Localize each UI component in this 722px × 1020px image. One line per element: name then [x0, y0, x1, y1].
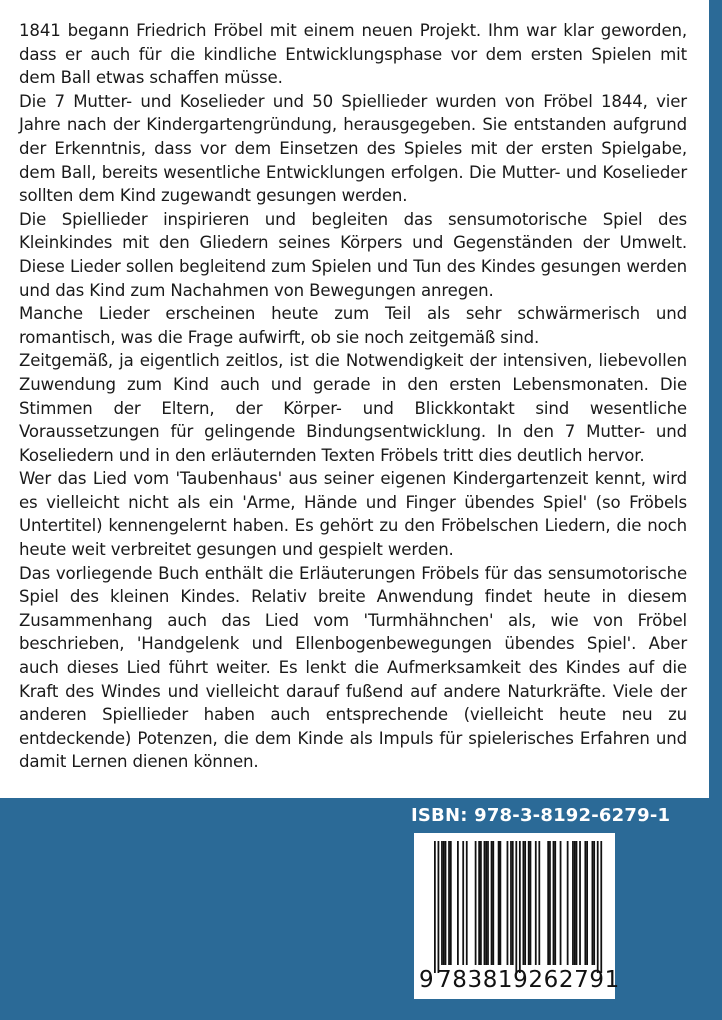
barcode-guard-bar [519, 841, 521, 973]
barcode-bar [448, 841, 450, 965]
barcode-bar [484, 841, 486, 965]
barcode-bar [554, 841, 556, 965]
barcode-bar [586, 841, 588, 965]
barcode-bar [499, 841, 501, 965]
paragraph-7: Das vorliegende Buch enthält die Erläuterungen Fröbels für das sensumotorische Spiel des kleinen Kindes. Relativ breite Anwendung findet heute in diesem Zusammenhang auch das Lied vom 'Turmhähnchen' als, wie von Fröbel beschrieben, 'Handgelenk und Ellenbogenbewegungen übendes Spiel'. Aber auch dieses Lied führt weiter. Es lenkt die Aufmerksamkeit des Kindes auf die Kraft des Windes und vielleicht darauf fußend auf andere Naturkräfte. Viele der anderen Spiellieder haben auch entsprechende (vielleicht heute neu zu entdeckende) Potenzen, die dem Kinde als Impuls für spielerisches Erfahren und damit Lernen dienen können. [19, 563, 687, 772]
barcode-bar [560, 841, 562, 965]
barcode-bar [491, 841, 493, 965]
barcode-bar [547, 841, 549, 965]
barcode-bar [478, 841, 480, 965]
barcode-bar [576, 841, 578, 965]
barcode-bar [579, 841, 581, 965]
barcode-bar [592, 841, 594, 965]
barcode [414, 833, 620, 999]
barcode-guard-bar [434, 841, 436, 973]
barcode-bar [443, 841, 445, 965]
isbn-label: ISBN: 978-3-8192-6279-1 [411, 805, 671, 826]
barcode-bar [574, 841, 576, 965]
paragraph-1: 1841 begann Friedrich Fröbel mit einem neuen Projekt. Ihm war klar geworden, dass er auch für die kindliche Entwicklungsphase vor dem ersten Spielen mit dem Ball etwas schaffen müsse. [19, 21, 687, 88]
barcode-bar [538, 841, 540, 965]
barcode-bar [507, 841, 509, 965]
barcode-bar [441, 841, 443, 965]
paragraph-4: Manche Lieder erscheinen heute zum Teil als sehr schwärmerisch und romantisch, was die Frage aufwirft, ob sie noch zeitgemäß sind. [19, 304, 687, 347]
barcode-bar [485, 841, 487, 965]
barcode-bar [530, 841, 532, 965]
barcode-bar [450, 841, 452, 965]
barcode-bar [462, 841, 464, 965]
barcode-bar [512, 841, 514, 965]
barcode-bar [445, 841, 447, 965]
paragraph-3: Die Spiellieder inspirieren und begleiten das sensumotorische Spiel des Kleinkindes mit den Gliedern seines Körpers und Gegenständen der Umwelt. Diese Lieder sollen begleitend zum Spielen und Tun des Kindes gesungen werden und das Kind zum Nachahmen von Bewegungen anregen. [19, 209, 687, 300]
barcode-bar [549, 841, 551, 965]
barcode-guard-bar [600, 841, 602, 973]
barcode-bar [593, 841, 595, 965]
barcode-bar [567, 841, 569, 965]
barcode-bar [572, 841, 574, 965]
barcode-bar [524, 841, 526, 965]
barcode-number: 783819262791 [437, 967, 620, 993]
barcode-bar [528, 841, 530, 965]
barcode-first-digit: 9 [419, 967, 435, 993]
barcode-bar [466, 841, 468, 965]
paragraph-2: Die 7 Mutter- und Koselieder und 50 Spiellieder wurden von Fröbel 1844, vier Jahre nach der Kindergartengründung, herausgegeben. Sie entstanden aufgrund der Erkenntnis, dass vor dem Einsetzen des Spieles mit der ersten Spielgabe, dem Ball, bereits wesentliche Entwicklungen erfolgen. Die Mutter- und Koselieder sollten dem Kind zugewandt gesungen werden. [19, 91, 687, 206]
barcode-bars [414, 833, 615, 973]
barcode-bar [492, 841, 494, 965]
barcode-bar [498, 841, 500, 965]
barcode-bar [457, 841, 459, 965]
barcode-bar [535, 841, 537, 965]
barcode-bar [475, 841, 477, 965]
barcode-bar [510, 841, 512, 965]
barcode-bar [523, 841, 525, 965]
barcode-bar [584, 841, 586, 965]
barcode-bar [487, 841, 489, 965]
barcode-guard-bar [515, 841, 517, 973]
paragraph-6: Wer das Lied vom 'Taubenhaus' aus seiner eigenen Kindergartenzeit kennt, wird es vielleicht nicht als ein 'Arme, Hände und Finger übendes Spiel' (so Fröbels Untertitel) kennengelernt haben. Es gehört zu den Fröbelschen Liedern, die noch heute weit verbreitet gesungen und gespielt werden. [19, 469, 687, 560]
blurb-text [19, 19, 687, 774]
barcode-guard-bar [438, 841, 440, 973]
barcode-guard-bar [597, 841, 599, 973]
barcode-bar [553, 841, 555, 965]
barcode-bar [480, 841, 482, 965]
paragraph-5: Zeitgemäß, ja eigentlich zeitlos, ist die Notwendigkeit der intensiven, liebevollen Zuwendung zum Kind auch und gerade in den ersten Lebensmonaten. Die Stimmen der Eltern, der Körper- und Blickkontakt sind wesentliche Voraussetzungen für gelingende Bindungsentwicklung. In den 7 Mutter- und Koseliedern und in den erläuternden Texten Fröbels tritt dies deutlich hervor. [19, 351, 687, 465]
